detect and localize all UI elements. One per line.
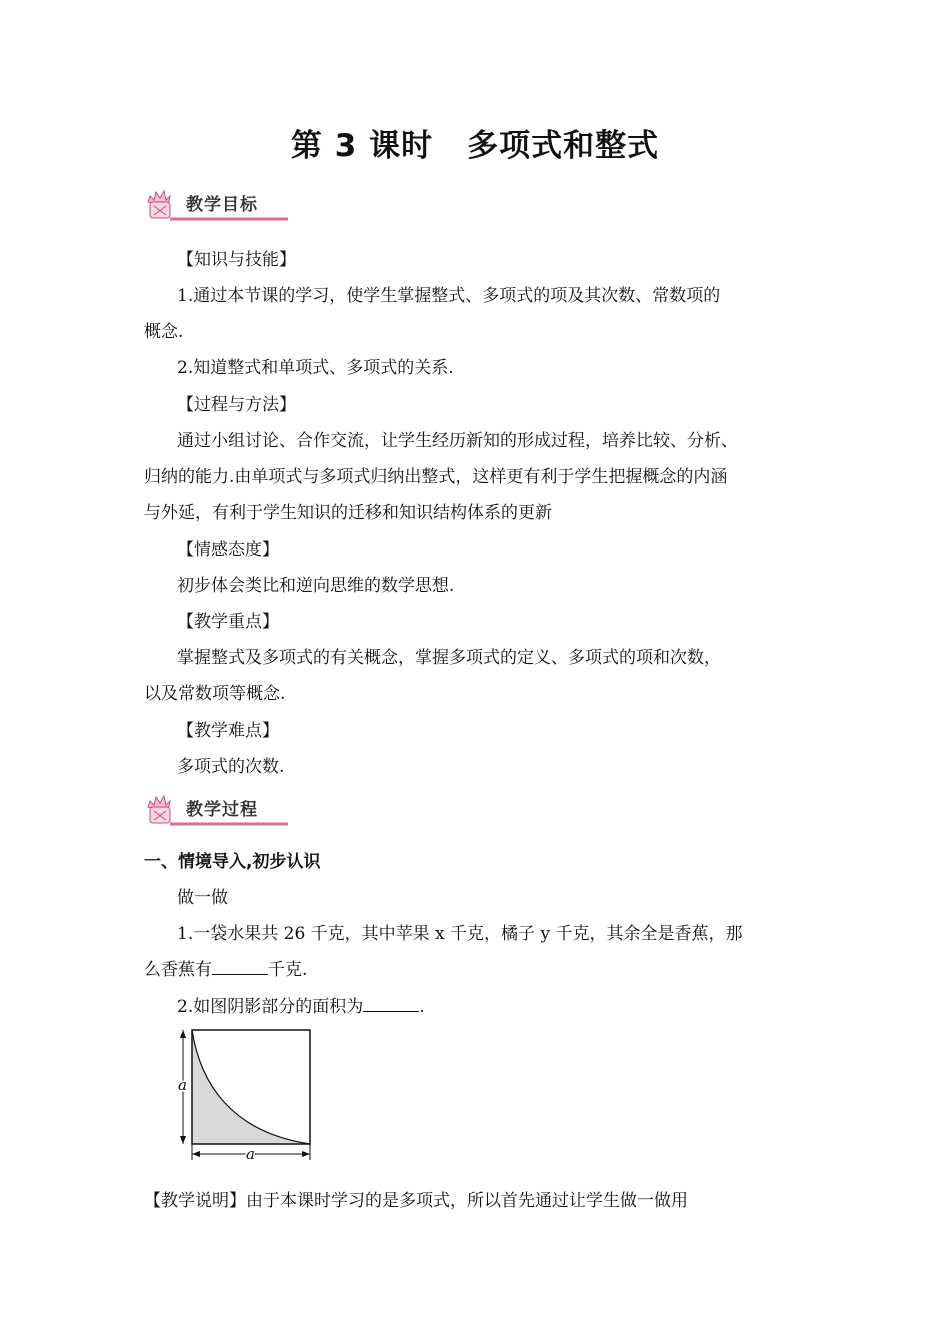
goals-banner-label: 教学目标: [186, 195, 258, 215]
emotion-heading: 【情感态度】: [177, 540, 279, 560]
process-method-heading: 【过程与方法】: [177, 395, 296, 415]
section-1-heading: 一、情境导入,初步认识: [144, 852, 321, 872]
process-method-line3: 与外延，有利于学生知识的迁移和知识结构体系的更新: [144, 503, 552, 523]
difficulty-heading: 【教学难点】: [177, 721, 279, 741]
bottom-side-label: a: [246, 1145, 255, 1162]
question-2-period: .: [419, 997, 425, 1017]
key-point-line1: 掌握整式及多项式的有关概念，掌握多项式的定义、多项式的项和次数，: [177, 648, 721, 668]
question-2: [177, 995, 425, 1019]
knowledge-item-1-line2: 概念.: [144, 322, 184, 342]
emotion-text: 初步体会类比和逆向思维的数学思想.: [177, 576, 455, 596]
goals-banner: [140, 182, 290, 226]
key-point-heading: 【教学重点】: [177, 612, 279, 632]
lesson-topic: 多项式和整式: [467, 128, 660, 164]
knowledge-item-1-line1: 1.通过本节课的学习，使学生掌握整式、多项式的项及其次数、常数项的: [177, 286, 721, 306]
bottom-arrow-right: [302, 1151, 310, 1157]
try-label: 做一做: [177, 888, 228, 908]
left-arrow-bottom: [180, 1136, 186, 1144]
shaded-region: [192, 1030, 310, 1144]
process-method-line1: 通过小组讨论、合作交流，让学生经历新知的形成过程，培养比较、分析、: [177, 431, 738, 451]
shaded-area-figure: [170, 1022, 320, 1166]
question-1-line2: [144, 958, 307, 982]
process-method-line2: 归纳的能力.由单项式与多项式归纳出整式，这样更有利于学生把握概念的内涵: [144, 467, 728, 487]
lesson-number: 第 3 课时: [290, 128, 434, 164]
key-point-line2: 以及常数项等概念.: [144, 684, 286, 704]
question-1-line2-start: 么香蕉有: [144, 960, 212, 980]
difficulty-text: 多项式的次数.: [177, 757, 285, 777]
question-2-text: 2.如图阴影部分的面积为: [177, 997, 364, 1017]
left-arrow-top: [180, 1030, 186, 1038]
knowledge-item-2: 2.知道整式和单项式、多项式的关系.: [177, 358, 454, 378]
knowledge-heading: 【知识与技能】: [177, 250, 296, 270]
answer-blank: [212, 958, 268, 975]
process-banner: [140, 787, 290, 831]
page-title: [0, 120, 950, 165]
square-with-curve-diagram: [170, 1022, 320, 1162]
question-1-line1: 1.一袋水果共 26 千克，其中苹果 x 千克，橘子 y 千克，其余全是香蕉，那: [177, 924, 743, 944]
answer-blank: [363, 995, 419, 1012]
bottom-arrow-left: [192, 1151, 200, 1157]
left-side-label: a: [178, 1076, 187, 1094]
teaching-note: 【教学说明】由于本课时学习的是多项式，所以首先通过让学生做一做用: [144, 1191, 688, 1211]
question-1-line2-end: 千克.: [268, 960, 308, 980]
process-banner-label: 教学过程: [186, 800, 258, 820]
